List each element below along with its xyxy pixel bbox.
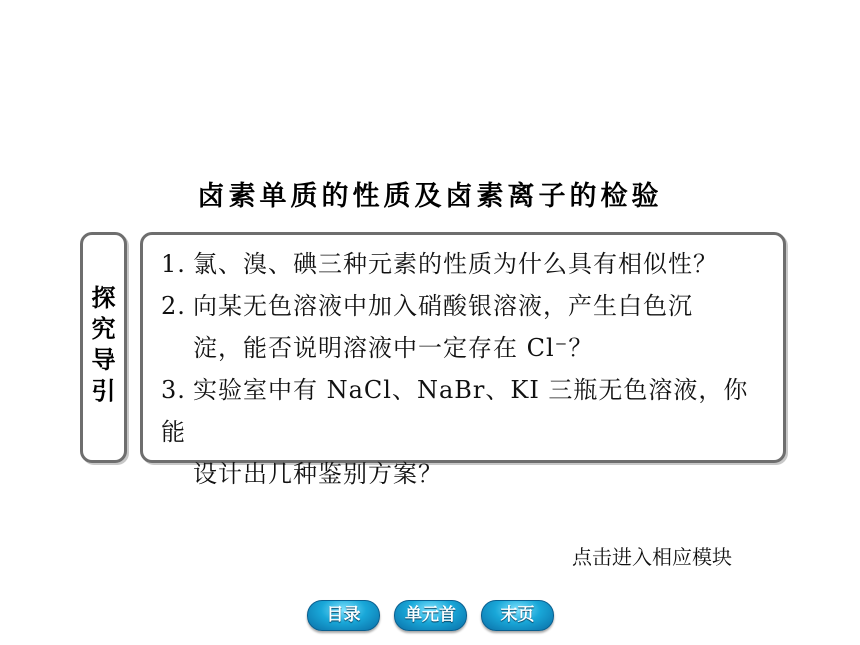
question-number: 2. (161, 292, 186, 320)
section-label-char: 探 (91, 284, 116, 312)
section-label-box (80, 232, 127, 463)
question-text: 实验室中有 NaCl、NaBr、KI 三瓶无色溶液，你能 (161, 376, 749, 446)
module-hint: 点击进入相应模块 (572, 545, 732, 569)
question-item (161, 243, 769, 285)
question-text: 设计出几种鉴别方案？ (193, 460, 443, 488)
question-number: 3. (161, 376, 186, 404)
last-page-button[interactable]: 末页 (481, 600, 554, 631)
question-item (161, 369, 769, 495)
question-text: 向某无色溶液中加入硝酸银溶液，产生白色沉 (193, 292, 693, 320)
unit-first-button[interactable]: 单元首 (394, 600, 467, 631)
question-number: 1. (161, 250, 186, 278)
toc-button[interactable]: 目录 (307, 600, 380, 631)
section-label-char: 引 (91, 377, 116, 405)
question-text: 氯、溴、碘三种元素的性质为什么具有相似性？ (193, 250, 718, 278)
page-title: 卤素单质的性质及卤素离子的检验 (197, 181, 663, 212)
question-item (161, 285, 769, 369)
section-label-char: 导 (91, 346, 116, 374)
section-label-char: 究 (91, 315, 116, 343)
questions-box (140, 232, 786, 488)
section-label (83, 283, 124, 407)
question-text: 淀，能否说明溶液中一定存在 Cl⁻？ (193, 334, 594, 362)
